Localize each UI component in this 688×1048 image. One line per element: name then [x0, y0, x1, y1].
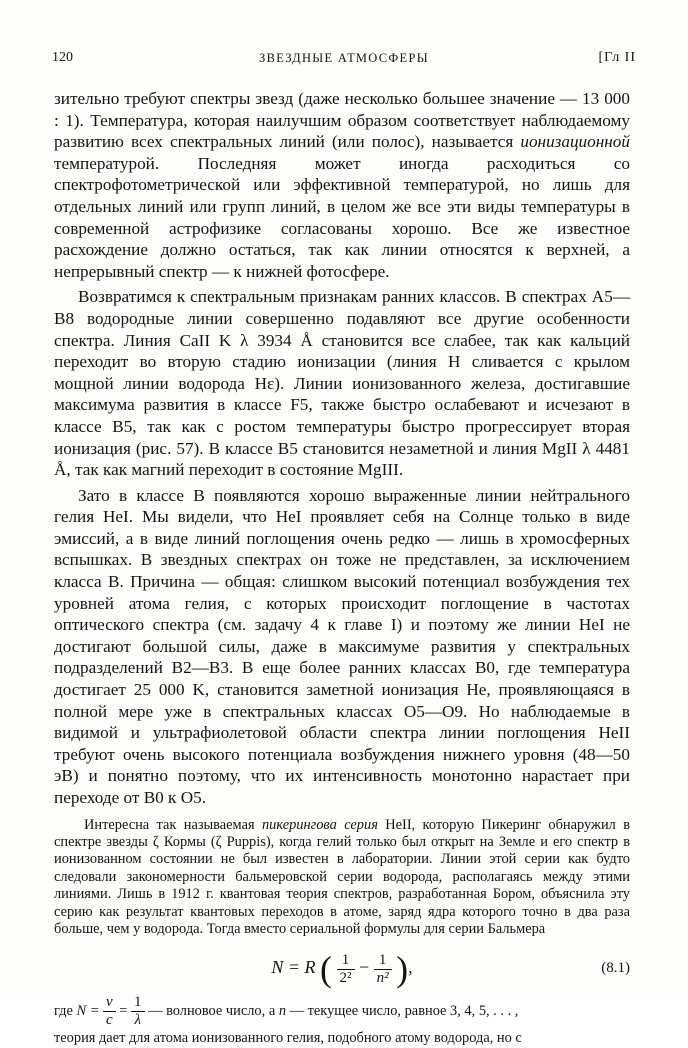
fraction-1-num: 1 [337, 952, 355, 970]
note-text-b: HeII, которую Пикеринг обнаружил в спектре звезды ζ Кормы (ζ Puppis), когда гелий только был открыт на Земле и его спектр в ионизованном состоянии не был известен в лаборатории. Линии этой серии как будто следовали закономерности бальмеровской серии водорода, располагаясь между этими линиями. Лишь в 1912 г. квантовая теория спектров, разработанная Бором, объяснила эту серию как результат квантовых переходов в атоме, заряд ядра которого точно в два раза больше, чем у водорода. Тогда вместо сериальной формулы для серии Бальмера [54, 816, 630, 938]
paragraph-1 [54, 88, 630, 282]
fraction-1-den: 2² [339, 969, 352, 986]
note-italic: пикеринговa серия [261, 816, 378, 833]
note-text-a: Интересна так называемая [84, 816, 262, 833]
fraction-2 [374, 952, 392, 987]
tail-N: N = [76, 1003, 104, 1020]
right-paren: ) [396, 949, 409, 990]
page-body [54, 88, 630, 1048]
paragraph-2: Возвратимся к спектральным признакам ранних классов. В спектрах A5—B8 водородные линии совершенно подавляют все другие особенности спектра. Линия CaII K λ 3934 Å становится все слабее, так как кальций переходит во вторую стадию ионизации (линия H сливается с крылом мощной линии водорода Hε). Линии ионизованного железа, достигавшие максимума развития в классе F5, также быстро ослабевают и исчезают в классе B5, так как с ростом температуры быстро прогрессирует вторая ионизация (рис. 57). В классе B5 становится незаметной и линия MgII λ 4481 Å, так как магний переходит в состояние MgIII. [54, 287, 630, 480]
fraction-one: 1 [131, 994, 145, 1012]
equation-lhs: N = R [271, 957, 316, 978]
paragraph-3: Зато в классе B появляются хорошо выраженные линии нейтрального гелия HeI. Мы видели, что HeI проявляет себя на Солнце только в виде эмиссий, а в виде линий поглощения очень редко — лишь в хромосферных вспышках. В звездных спектрах он тоже не представлен, за исключением класса B. Причина — общая: слишком высокий потенциал возбуждения тех уровней атома гелия, с которых происходит поглощение в частотах оптического спектра (см. задачу 4 к главе I) и поэтому же линии HeI не достигают большой силы, даже в максимуме развития у спектральных подразделений B2—B3. В еще более ранних классах B0, где температура достигает 25 000 K, становится заметной ионизация He, проявляющаяся в полной мере уже в спектральных классах O5—O9. Но наблюдаемые в видимой и ультрафиолетовой области спектра линии поглощения HeII требуют очень высокого потенциала возбуждения нижнего уровня (48—50 эВ) и понятно поэтому, что их интенсивность монотонно нарастает при переходе от B0 к O5. [54, 485, 630, 807]
equation-comma: , [408, 957, 413, 978]
equation-formula [54, 948, 630, 990]
tail-rest-1: — волновое число, а [144, 1003, 279, 1020]
paragraph-1-text-a: зительно требуют спектры звезд (даже несколько большее значение — 13 000 : 1). Температура, которая наилучшим образом соответствует наблюдаемому развитию всех спектральных линий (или полос), называется [54, 89, 630, 152]
fraction-c: c [106, 1012, 113, 1029]
fraction-2-num: 1 [374, 952, 392, 970]
fraction-nu: ν [103, 994, 116, 1012]
chapter-marker: [Гл II [598, 50, 636, 65]
fraction-lambda: λ [134, 1012, 141, 1029]
trailing-line-2: теория дает для атома ионизованного гелия, подобного атому водорода, но с [54, 1030, 522, 1047]
fraction-1 [337, 952, 355, 987]
minus-sign: − [359, 957, 370, 978]
tail-eq: = [115, 1003, 131, 1020]
paragraph-1-text-b: температурой. Последняя может иногда расходиться со спектрофотометрической или эффективной температурой, но лишь для отдельных линий или групп линий, в целом же все эти виды температуры в современной астрофизике согласованы хорошо. Все же известное расхождение должно остаться, так как линии относятся к верхней, а непрерывный спектр — к нижней фотосфере. [54, 153, 630, 281]
page-number: 120 [52, 50, 73, 65]
footnote-paragraph [54, 817, 630, 939]
tail-n: n [278, 1003, 287, 1020]
fraction-2-den: n² [376, 969, 389, 986]
page-header [52, 50, 636, 70]
running-title: ЗВЕЗДНЫЕ АТМОСФЕРЫ [259, 51, 429, 65]
left-paren: ( [320, 949, 332, 990]
equation-8-1 [54, 942, 630, 994]
trailing-text [54, 994, 630, 1048]
paragraph-1-italic: ионизационной [520, 132, 630, 152]
tail-rest-2: — текущее число, равное 3, 4, 5, . . . , [286, 1003, 519, 1020]
tail-where: где [54, 1003, 77, 1020]
equation-number: (8.1) [601, 960, 630, 977]
